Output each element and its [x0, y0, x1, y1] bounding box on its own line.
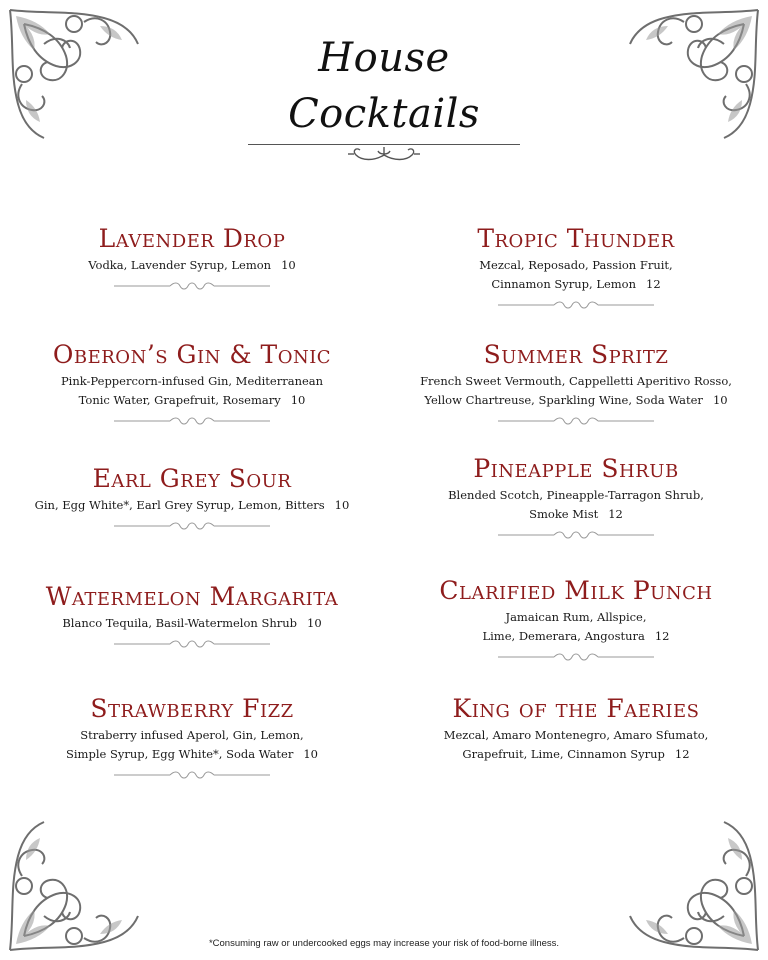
cocktail-ingredients: Grapefruit, Lime, Cinnamon Syrup 12 — [462, 747, 690, 761]
cocktail-name: Oberon’s Gin & Tonic — [52, 340, 332, 369]
price: 10 — [334, 498, 350, 512]
cocktail-name: Clarified Milk Punch — [439, 576, 713, 605]
menu-item — [384, 574, 768, 662]
cocktail-name: Strawberry Fizz — [90, 694, 294, 723]
cocktail-ingredients: Pink-Peppercorn-infused Gin, Mediterranean — [60, 374, 324, 388]
cocktail-name: Summer Spritz — [483, 340, 669, 369]
flourish-divider-icon — [114, 639, 270, 649]
menu-item — [0, 338, 384, 426]
cocktail-ingredients: Lime, Demerara, Angostura 12 — [482, 629, 670, 643]
cocktail-ingredients: Blanco Tequila, Basil-Watermelon Shrub 10 — [62, 616, 322, 630]
cocktail-name: Earl Grey Sour — [92, 464, 292, 493]
flourish-divider-icon — [114, 281, 270, 291]
price: 12 — [646, 277, 661, 291]
cocktail-name: Watermelon Margarita — [45, 582, 339, 611]
ornate-corner-bottom-right-icon — [624, 816, 764, 956]
page-title: House Cocktails — [288, 35, 480, 137]
cocktail-ingredients: Cinnamon Syrup, Lemon 12 — [491, 277, 661, 291]
menu-item — [0, 222, 384, 291]
cocktail-ingredients: Yellow Chartreuse, Sparkling Wine, Soda Water 10 — [424, 393, 728, 407]
title-flourish-icon — [344, 145, 424, 163]
cocktail-name: Pineapple Shrub — [473, 454, 679, 483]
menu-item — [0, 692, 384, 780]
price: 10 — [281, 258, 296, 272]
flourish-divider-icon — [498, 300, 654, 310]
ornate-corner-top-right-icon — [624, 4, 764, 144]
flourish-divider-icon — [498, 652, 654, 662]
cocktail-ingredients: Tonic Water, Grapefruit, Rosemary 10 — [78, 393, 306, 407]
cocktail-ingredients: Simple Syrup, Egg White*, Soda Water 10 — [66, 747, 318, 761]
cocktail-ingredients: Vodka, Lavender Syrup, Lemon 10 — [88, 258, 296, 272]
cocktail-ingredients: Jamaican Rum, Allspice, — [505, 610, 647, 624]
menu-item — [0, 462, 384, 531]
price: 12 — [608, 507, 623, 521]
menu-item — [384, 222, 768, 310]
menu-item — [384, 338, 768, 426]
allergen-footnote: *Consuming raw or undercooked eggs may increase your risk of food-borne illness. — [208, 938, 560, 949]
flourish-divider-icon — [114, 416, 270, 426]
menu-item — [384, 692, 768, 764]
cocktail-name: King of the Faeries — [452, 694, 700, 723]
ornate-corner-top-left-icon — [4, 4, 144, 144]
cocktail-ingredients: Gin, Egg White*, Earl Grey Syrup, Lemon, Bitters 10 — [34, 498, 350, 512]
flourish-divider-icon — [114, 770, 270, 780]
cocktail-ingredients: Mezcal, Amaro Montenegro, Amaro Sfumato, — [443, 728, 709, 742]
cocktail-name: Tropic Thunder — [477, 224, 675, 253]
menu-item — [0, 580, 384, 649]
menu-header — [248, 30, 520, 163]
ornate-corner-bottom-left-icon — [4, 816, 144, 956]
cocktail-ingredients: French Sweet Vermouth, Cappelletti Aperitivo Rosso, — [420, 374, 732, 388]
cocktail-ingredients: Smoke Mist 12 — [529, 507, 623, 521]
price: 12 — [674, 747, 690, 761]
cocktail-ingredients: Blended Scotch, Pineapple-Tarragon Shrub, — [448, 488, 704, 502]
menu-item — [384, 452, 768, 540]
cocktail-ingredients: Straberry infused Aperol, Gin, Lemon, — [80, 728, 304, 742]
cocktail-ingredients: Mezcal, Reposado, Passion Fruit, — [479, 258, 673, 272]
price: 12 — [654, 629, 670, 643]
price: 10 — [290, 393, 306, 407]
price: 10 — [303, 747, 318, 761]
flourish-divider-icon — [498, 416, 654, 426]
flourish-divider-icon — [498, 530, 654, 540]
price: 10 — [307, 616, 322, 630]
cocktail-name: Lavender Drop — [98, 224, 286, 253]
price: 10 — [712, 393, 728, 407]
flourish-divider-icon — [114, 521, 270, 531]
